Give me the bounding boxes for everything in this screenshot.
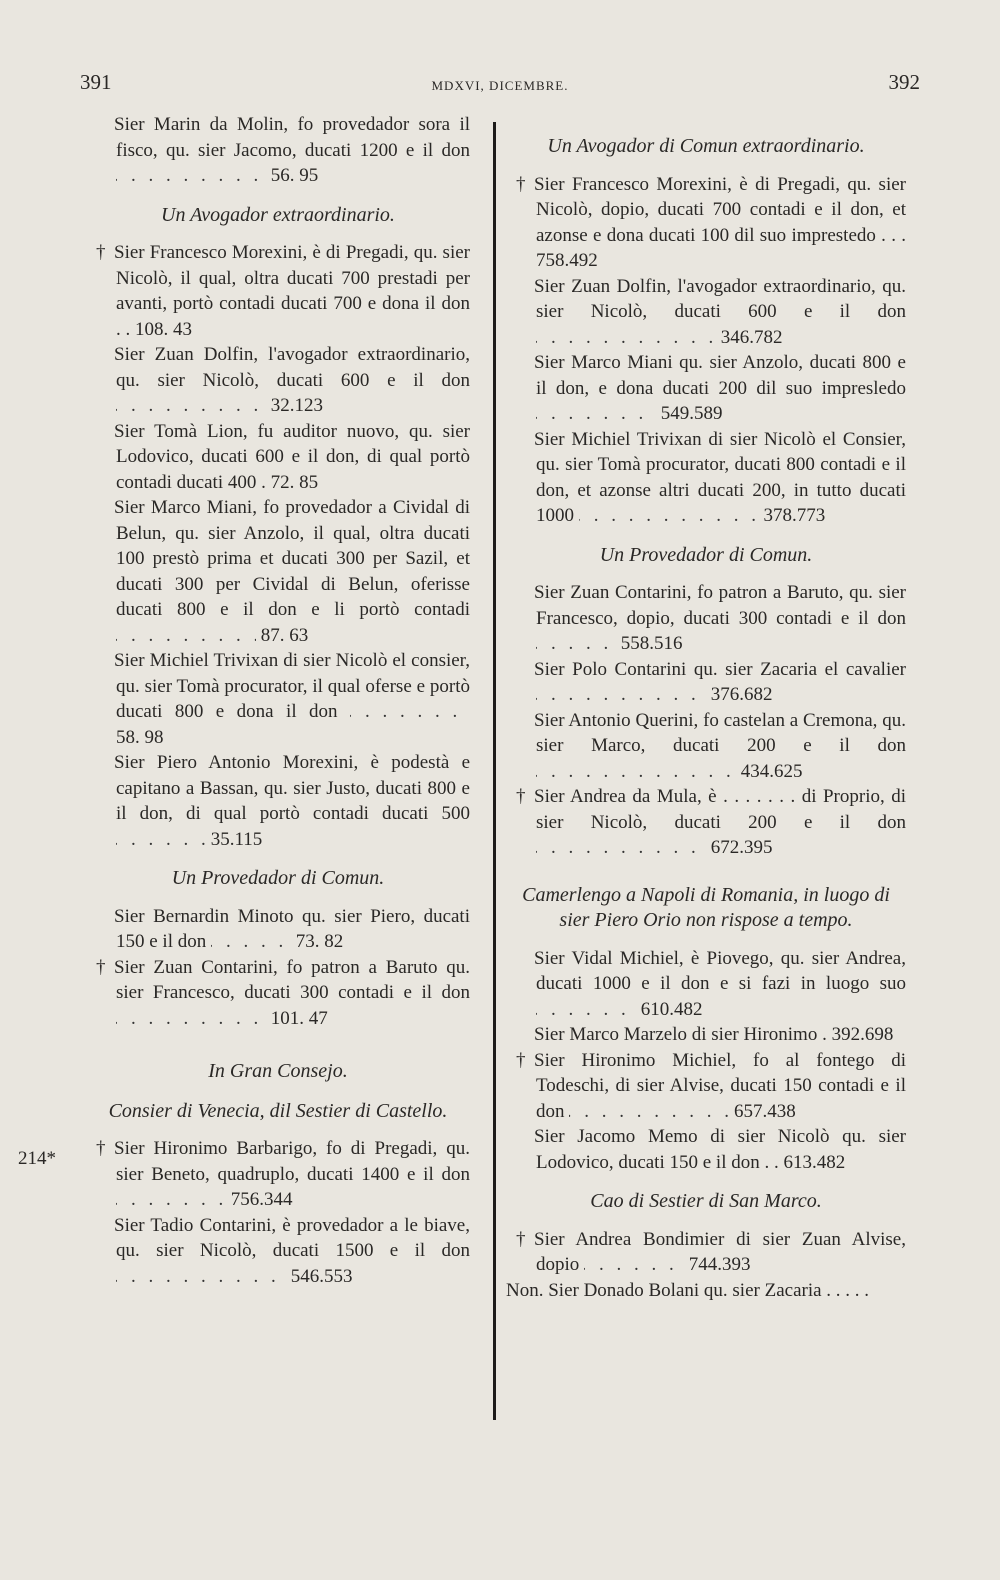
section-heading: Camerlengo a Napoli di Romania, in luogo di sier Piero Orio non rispose a tempo. — [522, 883, 890, 931]
entry: Sier Vidal Michiel, è Piovego, qu. sier Andrea, ducati 1000 e il don e si fazi in luogo suo . . . 610.482 — [506, 946, 906, 1023]
entry: Sier Jacomo Memo di sier Nicolò qu. sier Lodovico, ducati 150 e il don . . 613.482 — [534, 1126, 906, 1173]
entry: Sier Bernardin Minoto qu. sier Piero, ducati 150 e il don . . . 73. 82 — [86, 904, 470, 955]
entry: Sier Zuan Dolfin, l'avogador extraordinario, qu. sier Nicolò, ducati 600 e il don . . . 346.782 — [506, 274, 906, 351]
section-heading: Un Avogador extraordinario. — [161, 203, 395, 226]
entry: † Sier Andrea Bondimier di sier Zuan Alvise, dopio . . . 744.393 — [506, 1227, 906, 1278]
column-divider — [493, 122, 496, 1420]
left-page-number: 391 — [80, 70, 112, 94]
entry: Sier Michiel Trivixan di sier Nicolò el consier, qu. sier Tomà procurator, il qual oferse e portò ducati 800 e dona il don . . . 58. 98 — [86, 648, 470, 750]
dagger-mark: † — [96, 956, 106, 978]
entry: Sier Marco Miani, fo provedador a Cividal di Belun, qu. sier Anzolo, il qual, oltra ducati 100 prestò prima et ducati 300 per Sazil, et ducati 300 per Cividal di Belun, oferisse ducati 800 e il don e li portò contadi . . . 87. 63 — [86, 495, 470, 648]
section-heading: Un Avogador di Comun extraordinario. — [547, 135, 865, 157]
entry: † Sier Francesco Morexini, è di Pregadi, qu. sier Nicolò, dopio, ducati 700 contadi e il don, et azonse e dona ducati 100 dil suo imprestedo . . . 758.492 — [516, 173, 907, 271]
margin-note: 214* — [18, 1148, 56, 1169]
entry: Sier Marco Miani qu. sier Anzolo, ducati 800 e il don, e dona ducati 200 dil suo impresledo . . . 549.589 — [506, 350, 906, 427]
section-heading: In Gran Consejo. — [208, 1060, 348, 1082]
dagger-mark: † — [516, 173, 526, 195]
section-heading: Cao di Sestier di San Marco. — [590, 1190, 822, 1212]
right-page-number: 392 — [888, 70, 920, 94]
entry: Sier Polo Contarini qu. sier Zacaria el cavalier . . . 376.682 — [506, 657, 906, 708]
entry: Sier Zuan Dolfin, l'avogador extraordinario, qu. sier Nicolò, ducati 600 e il don . . . 32.123 — [86, 342, 470, 419]
entry: Sier Tadio Contarini, è provedador a le biave, qu. sier Nicolò, ducati 1500 e il don . . . 546.553 — [86, 1213, 470, 1290]
dagger-mark: † — [516, 1049, 526, 1071]
left-column — [86, 112, 470, 1289]
entry: Sier Zuan Contarini, fo patron a Baruto, qu. sier Francesco, dopio, ducati 300 contadi e il don . . . 558.516 — [506, 580, 906, 657]
section-heading: Un Provedador di Comun. — [171, 867, 385, 889]
entry: † Sier Zuan Contarini, fo patron a Baruto qu. sier Francesco, ducati 300 contadi e il don . . . 101. 47 — [86, 955, 470, 1032]
entry: † Sier Francesco Morexini, è di Pregadi, qu. sier Nicolò, il qual, oltra ducati 700 prestadi per avanti, portò contadi ducati 700 e dona il don . . 108. 43 — [96, 242, 470, 340]
entry: Sier Michiel Trivixan di sier Nicolò el Consier, qu. sier Tomà procurator, ducati 800 contadi e il don, et azonse altri ducati 200, in tutto ducati 1000 . . . 378.773 — [506, 427, 906, 529]
entry: Sier Marco Marzelo di sier Hironimo . 392.698 — [534, 1024, 894, 1045]
entry: † Sier Hironimo Barbarigo, fo di Pregadi, qu. sier Beneto, quadruplo, ducati 1400 e il don . . . 756.344 — [86, 1136, 470, 1213]
entry: Sier Marin da Molin, fo provedador sora il fisco, qu. sier Jacomo, ducati 1200 e il don . . . 56. 95 — [86, 112, 470, 189]
dagger-mark: † — [516, 786, 526, 807]
entry: Sier Tomà Lion, fu auditor nuovo, qu. sier Lodovico, ducati 600 e il don, di qual portò contadi ducati 400 . 72. 85 — [114, 420, 470, 493]
right-column — [506, 112, 906, 1303]
entry: Sier Piero Antonio Morexini, è podestà e capitano a Bassan, qu. sier Justo, ducati 800 e il don, di qual portò contadi ducati 500 . . . 35.115 — [86, 750, 470, 852]
running-header: MDXVI, DICEMBRE. — [431, 78, 569, 93]
dagger-mark: † — [96, 1138, 106, 1159]
section-heading: Un Provedador di Comun. — [599, 543, 813, 566]
dagger-mark: † — [516, 1228, 526, 1250]
dagger-mark: † — [96, 242, 106, 263]
entry: Non. Sier Donado Bolani qu. sier Zacaria . . . . . — [506, 1279, 870, 1301]
entry: † Sier Andrea da Mula, è . . . . . . . di Proprio, di sier Nicolò, ducati 200 e il don . . . 672.395 — [506, 784, 906, 861]
entry: † Sier Hironimo Michiel, fo al fontego di Todeschi, di sier Alvise, ducati 150 contadi e il don . . . 657.438 — [506, 1048, 906, 1125]
entry: Sier Antonio Querini, fo castelan a Cremona, qu. sier Marco, ducati 200 e il don . . . 434.625 — [506, 708, 906, 785]
section-heading: Consier di Venecia, dil Sestier di Castello. — [108, 1099, 448, 1122]
